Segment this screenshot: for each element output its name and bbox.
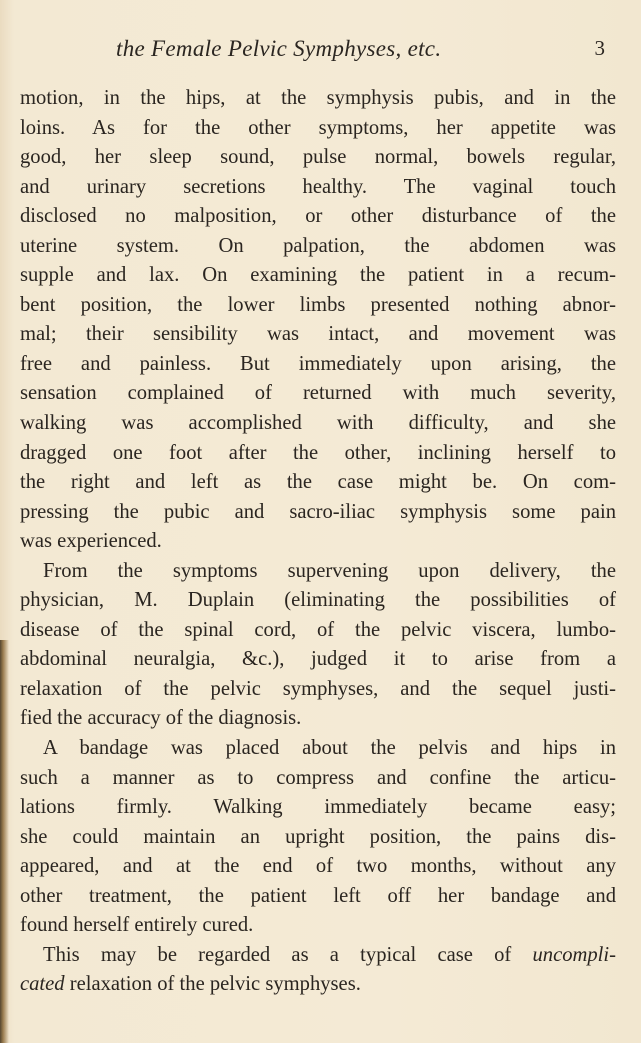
text-line: loins. As for the other symptoms, her appetite was <box>20 116 616 139</box>
text-line: motion, in the hips, at the symphysis pubis, and in the <box>20 87 616 109</box>
text-line: she could maintain an upright position, the pains dis- <box>20 825 616 848</box>
text-line: disclosed no malposition, or other disturbance of the <box>20 205 616 228</box>
text-line: other treatment, the patient left off her bandage and <box>20 884 616 907</box>
text-line: found herself entirely cured. <box>20 914 254 937</box>
body-text <box>20 84 616 1000</box>
line-prefix: This may be regarded as a typical case of <box>43 943 533 966</box>
line-suffix: relaxation of the pelvic symphyses. <box>64 973 361 996</box>
italic-word: cated <box>20 973 65 996</box>
paragraph-start-line <box>20 941 616 971</box>
page-edge-shadow <box>0 640 9 1043</box>
text-line: disease of the spinal cord, of the pelvic viscera, lumbo- <box>20 618 616 641</box>
text-line: mal; their sensibility was intact, and movement was <box>20 323 616 346</box>
paragraph-start-line: From the symptoms supervening upon delivery, the <box>43 559 616 582</box>
text-line: the right and left as the case might be. On com- <box>20 471 616 494</box>
text-line: physician, M. Duplain (eliminating the possibilities of <box>20 589 616 612</box>
text-line: pressing the pubic and sacro-iliac symphysis some pain <box>20 500 616 523</box>
text-line: lations firmly. Walking immediately became easy; <box>20 796 616 819</box>
text-line: free and painless. But immediately upon arising, the <box>20 352 616 375</box>
text-line: fied the accuracy of the diagnosis. <box>20 707 302 730</box>
italic-word: uncompli- <box>532 943 616 966</box>
text-line: walking was accomplished with difficulty, and she <box>20 412 616 435</box>
text-line: appeared, and at the end of two months, without any <box>20 855 616 878</box>
text-line: sensation complained of returned with much severity, <box>20 382 616 405</box>
text-line: supple and lax. On examining the patient in a recum- <box>20 264 616 287</box>
text-line: uterine system. On palpation, the abdomen was <box>20 234 616 257</box>
paragraph-start-line: A bandage was placed about the pelvis and hips in <box>43 737 616 760</box>
page-number: 3 <box>594 36 605 60</box>
running-head <box>0 36 641 66</box>
text-line: bent position, the lower limbs presented nothing abnor- <box>20 293 616 316</box>
text-line: abdominal neuralgia, &c.), judged it to arise from a <box>20 648 616 671</box>
text-line <box>20 970 616 1000</box>
text-line: such a manner as to compress and confine the articu- <box>20 766 616 789</box>
text-line: and urinary secretions healthy. The vaginal touch <box>20 175 616 198</box>
text-line: dragged one foot after the other, inclining herself to <box>20 441 616 464</box>
running-title: the Female Pelvic Symphyses, etc. <box>116 36 442 61</box>
text-line: good, her sleep sound, pulse normal, bowels regular, <box>20 146 616 169</box>
text-line: was experienced. <box>20 530 162 553</box>
text-line: relaxation of the pelvic symphyses, and the sequel justi- <box>20 677 616 700</box>
